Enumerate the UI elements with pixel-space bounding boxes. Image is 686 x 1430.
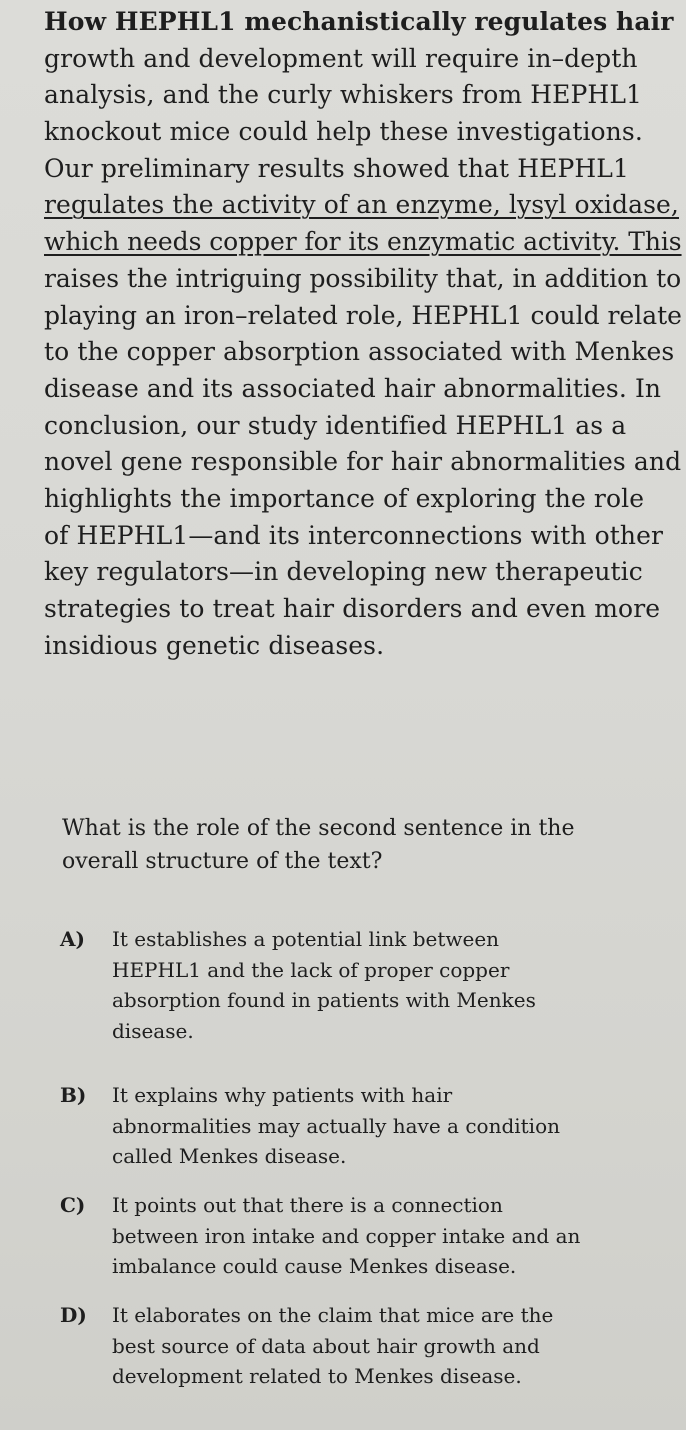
option-line: abnormalities may actually have a condition [112,1113,560,1138]
passage-line: analysis, and the curly whiskers from HEPHL1 [44,80,643,110]
option-line: It points out that there is a connection [112,1193,503,1217]
option-text [112,1080,667,1172]
passage-line: growth and development will require in–depth [44,43,638,73]
question-line: What is the role of the second sentence in the [62,816,575,841]
option-line: It explains why patients with hair [112,1083,453,1107]
passage-line: raises the intriguing possibility that, in addition to [44,263,682,293]
question-prompt [62,812,662,878]
option-line: best source of data about hair growth and [112,1333,540,1358]
option-letter: B) [60,1083,87,1107]
passage-line-underlined: regulates the activity of an enzyme, lysyl oxidase, [44,190,679,220]
passage-line: knockout mice could help these investigations. [44,117,643,147]
passage-line: strategies to treat hair disorders and even more [44,594,661,623]
reading-passage [44,4,684,664]
passage-line: insidious genetic diseases. [44,630,385,660]
passage-line: highlights the importance of exploring the role [44,483,645,513]
option-letter: C) [60,1193,86,1217]
passage-line: playing an iron–related role, HEPHL1 could relate [44,300,682,330]
option-line: It elaborates on the claim that mice are the [112,1303,554,1327]
passage-line: How HEPHL1 mechanistically regulates hair [44,7,674,36]
passage-line: key regulators—in developing new therapeutic [44,557,643,587]
option-line: It establishes a potential link between [112,927,500,951]
passage-line: novel gene responsible for hair abnormalities and [44,447,682,477]
option-text [112,1300,667,1392]
option-line: absorption found in patients with Menkes [112,988,536,1012]
passage-line: to the copper absorption associated with Menkes [44,337,675,367]
question-line: overall structure of the text? [62,849,383,874]
option-line: development related to Menkes disease. [112,1364,522,1388]
passage-line: conclusion, our study identified HEPHL1 as a [44,410,627,440]
option-line: imbalance could cause Menkes disease. [112,1254,517,1278]
option-line: called Menkes disease. [112,1144,347,1168]
option-line: between iron intake and copper intake and an [112,1223,581,1248]
option-line: HEPHL1 and the lack of proper copper [112,957,510,982]
option-letter: D) [60,1303,87,1327]
passage-line: disease and its associated hair abnormalities. In [44,373,662,403]
option-text [112,924,667,1046]
passage-line-underlined: Our preliminary results showed that HEPHL1 [44,153,630,183]
option-line: disease. [112,1018,194,1043]
passage-line-underlined: which needs copper for its enzymatic activity. This [44,227,682,257]
passage-line: of HEPHL1—and its interconnections with other [44,520,664,550]
option-text [112,1190,667,1282]
option-letter: A) [60,927,85,951]
